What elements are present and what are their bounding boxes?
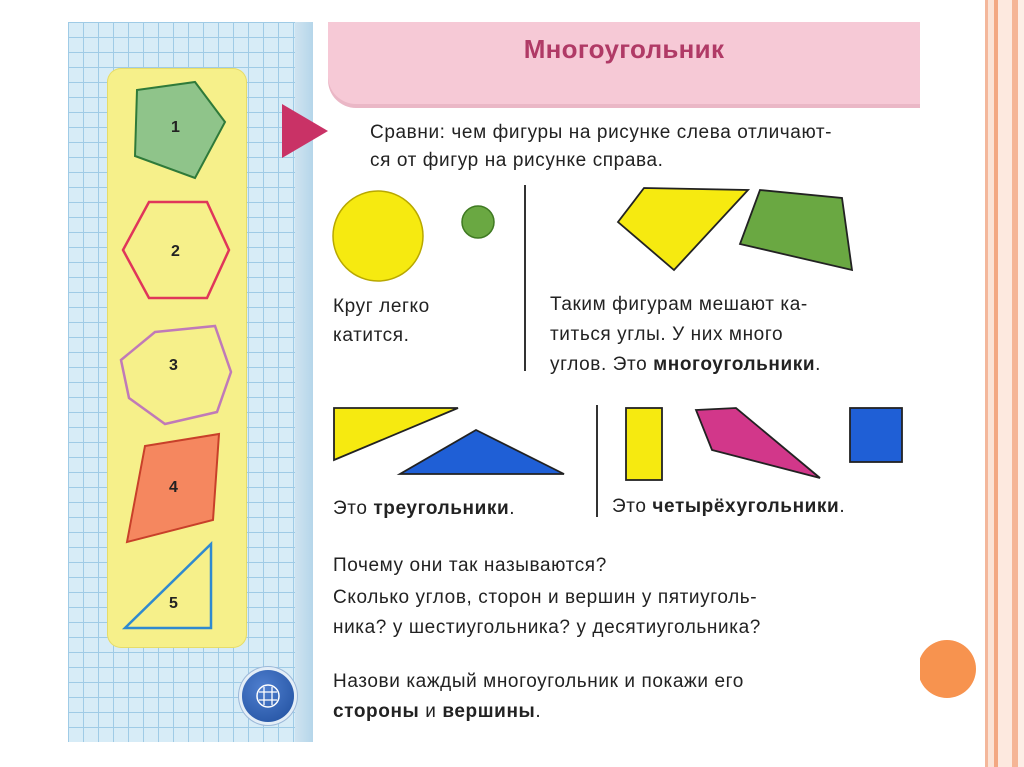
grid-navigation-button[interactable]: [242, 670, 294, 722]
divider-bottom: [596, 405, 598, 517]
triangles-prefix: Это: [333, 498, 374, 519]
orange-circle-decoration: [918, 640, 976, 698]
task-line-1: Назови каждый многоугольник и покажи его: [333, 671, 744, 692]
slide-border-stripes: [982, 0, 1024, 767]
question-line-2: Сколько углов, сторон и вершин у пятиуголь-: [333, 587, 758, 608]
polygon-text-suffix: .: [815, 354, 822, 375]
triangle-5[interactable]: [125, 544, 211, 628]
question-line-1: Почему они так называются?: [333, 555, 607, 576]
polygons-figure: [612, 182, 862, 278]
triangles-figure: [330, 404, 570, 478]
term-quadrilaterals: четырёхугольники: [652, 496, 840, 517]
quads-prefix: Это: [612, 496, 653, 517]
blue-triangle[interactable]: [400, 430, 564, 474]
quadrilaterals-figure: [622, 404, 908, 484]
numbered-polygons: [107, 68, 247, 648]
question-line-3: ника? у шестиугольника? у десятиугольника?: [333, 617, 761, 638]
polygon-text-prefix: углов. Это: [550, 354, 654, 375]
triangles-suffix: .: [509, 498, 516, 519]
intro-line-1: Сравни: чем фигуры на рисунке слева отличают-: [370, 122, 833, 143]
shape-number-4: 4: [169, 479, 178, 496]
grid-icon: [256, 684, 280, 708]
task-line-2: [333, 697, 541, 727]
quads-suffix: .: [839, 496, 846, 517]
polygon-text-line-1: Таким фигурам мешают ка-: [550, 294, 808, 315]
yellow-quadrilateral[interactable]: [618, 188, 748, 270]
polygon-text-line-2: титься углы. У них много: [550, 324, 784, 345]
term-polygons: многоугольники: [653, 354, 816, 375]
intro-line-2: ся от фигур на рисунке справа.: [370, 150, 664, 171]
shape-number-3: 3: [169, 357, 178, 374]
blue-square[interactable]: [850, 408, 902, 462]
small-green-circle[interactable]: [462, 206, 494, 238]
quads-caption: [612, 492, 845, 522]
term-sides: стороны: [333, 701, 420, 722]
page-title: Многоугольник: [523, 34, 725, 64]
term-vertices: вершины: [442, 701, 536, 722]
circle-text-line-2: катится.: [333, 325, 410, 346]
heptagon-3[interactable]: [121, 326, 231, 424]
green-quadrilateral[interactable]: [740, 190, 852, 270]
yellow-rectangle[interactable]: [626, 408, 662, 480]
divider-top: [524, 185, 526, 371]
circle-text-line-1: Круг легко: [333, 296, 430, 317]
task-line-2-suffix: .: [535, 701, 542, 722]
polygon-text-line-3: [550, 350, 821, 380]
big-yellow-circle[interactable]: [333, 191, 423, 281]
circles-figure: [330, 190, 510, 286]
shape-number-1: 1: [171, 119, 180, 136]
triangles-caption: [333, 494, 515, 524]
magenta-quadrilateral[interactable]: [696, 408, 820, 478]
pentagon-1[interactable]: [135, 82, 225, 178]
shape-number-2: 2: [171, 243, 180, 260]
shape-number-5: 5: [169, 595, 178, 612]
term-triangles: треугольники: [373, 498, 510, 519]
task-line-2-mid: и: [419, 701, 443, 722]
pointer-triangle-icon: [282, 104, 328, 158]
